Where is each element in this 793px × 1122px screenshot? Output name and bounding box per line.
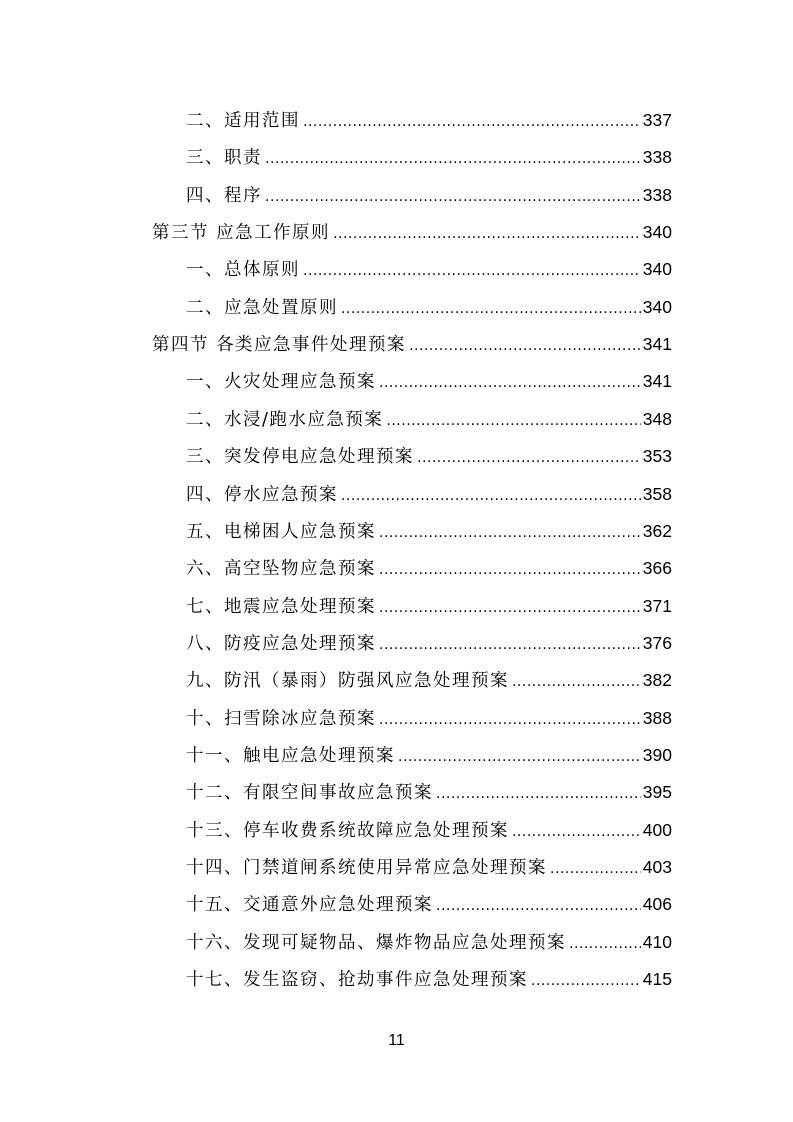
toc-entry-title: 四、停水应急预案 [186, 484, 338, 505]
toc-entry-page: 341 [642, 371, 672, 392]
toc-entry-page: 340 [642, 296, 672, 317]
page-number: 11 [388, 1032, 405, 1049]
toc-entry-title: 十一、触电应急处理预案 [186, 745, 395, 766]
toc-entry[interactable] [186, 928, 672, 956]
dot-leader [512, 668, 641, 694]
toc-entry-title: 十三、停车收费系统故障应急处理预案 [186, 820, 509, 841]
toc-entry-title: 二、应急处置原则 [186, 297, 338, 318]
toc-entry-page: 388 [642, 707, 672, 728]
toc-entry-page: 382 [642, 670, 672, 691]
toc-entry[interactable] [186, 143, 672, 171]
toc-entry-title: 五、电梯困人应急预案 [186, 521, 376, 542]
toc-entry-title: 十七、发生盗窃、抢劫事件应急处理预案 [186, 970, 528, 991]
toc-entry-title: 第三节 应急工作原则 [152, 223, 331, 244]
toc-entry-title: 八、防疫应急处理预案 [186, 633, 376, 654]
toc-entry[interactable] [186, 666, 672, 694]
toc-section-entry[interactable] [152, 330, 672, 358]
toc-entry-page: 395 [642, 782, 672, 803]
dot-leader [379, 519, 641, 545]
dot-leader [379, 369, 641, 395]
toc-entry[interactable] [186, 255, 672, 283]
toc-entry-page: 390 [642, 744, 672, 765]
dot-leader [341, 482, 641, 508]
toc-entry-page: 371 [642, 595, 672, 616]
dot-leader [379, 594, 641, 620]
toc-entry-page: 362 [642, 520, 672, 541]
toc-section-entry[interactable] [152, 218, 672, 246]
toc-entry-title: 一、火灾处理应急预案 [186, 372, 376, 393]
dot-leader [303, 257, 641, 283]
toc-entry-page: 338 [642, 147, 672, 168]
toc-entry-title: 三、职责 [186, 148, 262, 169]
toc-entry[interactable] [186, 517, 672, 545]
toc-entry-page: 406 [642, 894, 672, 915]
dot-leader [436, 892, 641, 918]
toc-entry[interactable] [186, 405, 672, 433]
toc-entry-page: 376 [642, 632, 672, 653]
toc-entry-title: 十四、门禁道闸系统使用异常应急处理预案 [186, 858, 547, 878]
toc-entry-title: 四、程序 [186, 185, 262, 206]
dot-leader [386, 407, 640, 433]
toc-entry[interactable] [186, 965, 672, 993]
toc-entry-page: 348 [642, 408, 672, 429]
toc-entry-title: 十六、发现可疑物品、爆炸物品应急处理预案 [186, 932, 566, 953]
dot-leader [409, 332, 641, 358]
toc-entry[interactable] [186, 816, 672, 844]
toc-entry-title: 三、突发停电应急处理预案 [186, 447, 414, 468]
dot-leader [436, 780, 641, 806]
dot-leader [379, 706, 641, 732]
toc-entry[interactable] [186, 554, 672, 582]
dot-leader [265, 145, 641, 171]
toc-entry-page: 338 [642, 184, 672, 205]
toc-entry-title: 七、地震应急处理预案 [186, 596, 376, 617]
dot-leader [569, 930, 641, 956]
toc-entry-title: 十五、交通意外应急处理预案 [186, 895, 433, 916]
toc-entry-title: 二、水浸/跑水应急预案 [186, 409, 384, 430]
toc-entry-page: 415 [642, 969, 672, 990]
dot-leader [550, 855, 641, 881]
toc-entry-title: 二、适用范围 [186, 111, 300, 131]
toc-entry[interactable] [186, 367, 672, 395]
dot-leader [333, 220, 641, 246]
toc-entry[interactable] [186, 293, 672, 321]
toc-entry-page: 340 [642, 259, 672, 280]
toc-entry-page: 337 [642, 110, 672, 130]
dot-leader [303, 108, 641, 134]
toc-entry-title: 十二、有限空间事故应急预案 [186, 783, 433, 804]
dot-leader [512, 818, 641, 844]
toc-entry-page: 410 [642, 931, 672, 952]
toc-entry-page: 403 [642, 857, 672, 877]
toc-entry[interactable] [186, 106, 672, 134]
toc-entry[interactable] [186, 890, 672, 918]
toc-entry[interactable] [186, 629, 672, 657]
toc-entry-page: 341 [642, 334, 672, 355]
toc-entry-page: 358 [642, 483, 672, 504]
toc-entry[interactable] [186, 741, 672, 769]
toc-entry[interactable] [186, 778, 672, 806]
dot-leader [379, 556, 641, 582]
dot-leader [341, 295, 641, 321]
toc-entry[interactable] [186, 480, 672, 508]
dot-leader [417, 444, 641, 470]
toc-entry-title: 十、扫雪除冰应急预案 [186, 708, 376, 729]
dot-leader [379, 631, 641, 657]
toc-entry-page: 340 [642, 222, 672, 243]
dot-leader [531, 967, 641, 993]
toc-entry-page: 366 [642, 558, 672, 579]
toc-entry[interactable] [186, 442, 672, 470]
toc-entry[interactable] [186, 853, 672, 881]
toc-entry-page: 353 [642, 446, 672, 467]
dot-leader [398, 743, 641, 769]
toc-entry-title: 六、高空坠物应急预案 [186, 559, 376, 580]
dot-leader [265, 183, 641, 209]
toc-entry-title: 第四节 各类应急事件处理预案 [152, 335, 407, 356]
toc-entry-page: 400 [642, 819, 672, 840]
toc-entry[interactable] [186, 704, 672, 732]
toc-entry[interactable] [186, 592, 672, 620]
toc-entry-title: 一、总体原则 [186, 260, 300, 281]
toc-entry[interactable] [186, 181, 672, 209]
toc-entry-title: 九、防汛（暴雨）防强风应急处理预案 [186, 671, 509, 692]
